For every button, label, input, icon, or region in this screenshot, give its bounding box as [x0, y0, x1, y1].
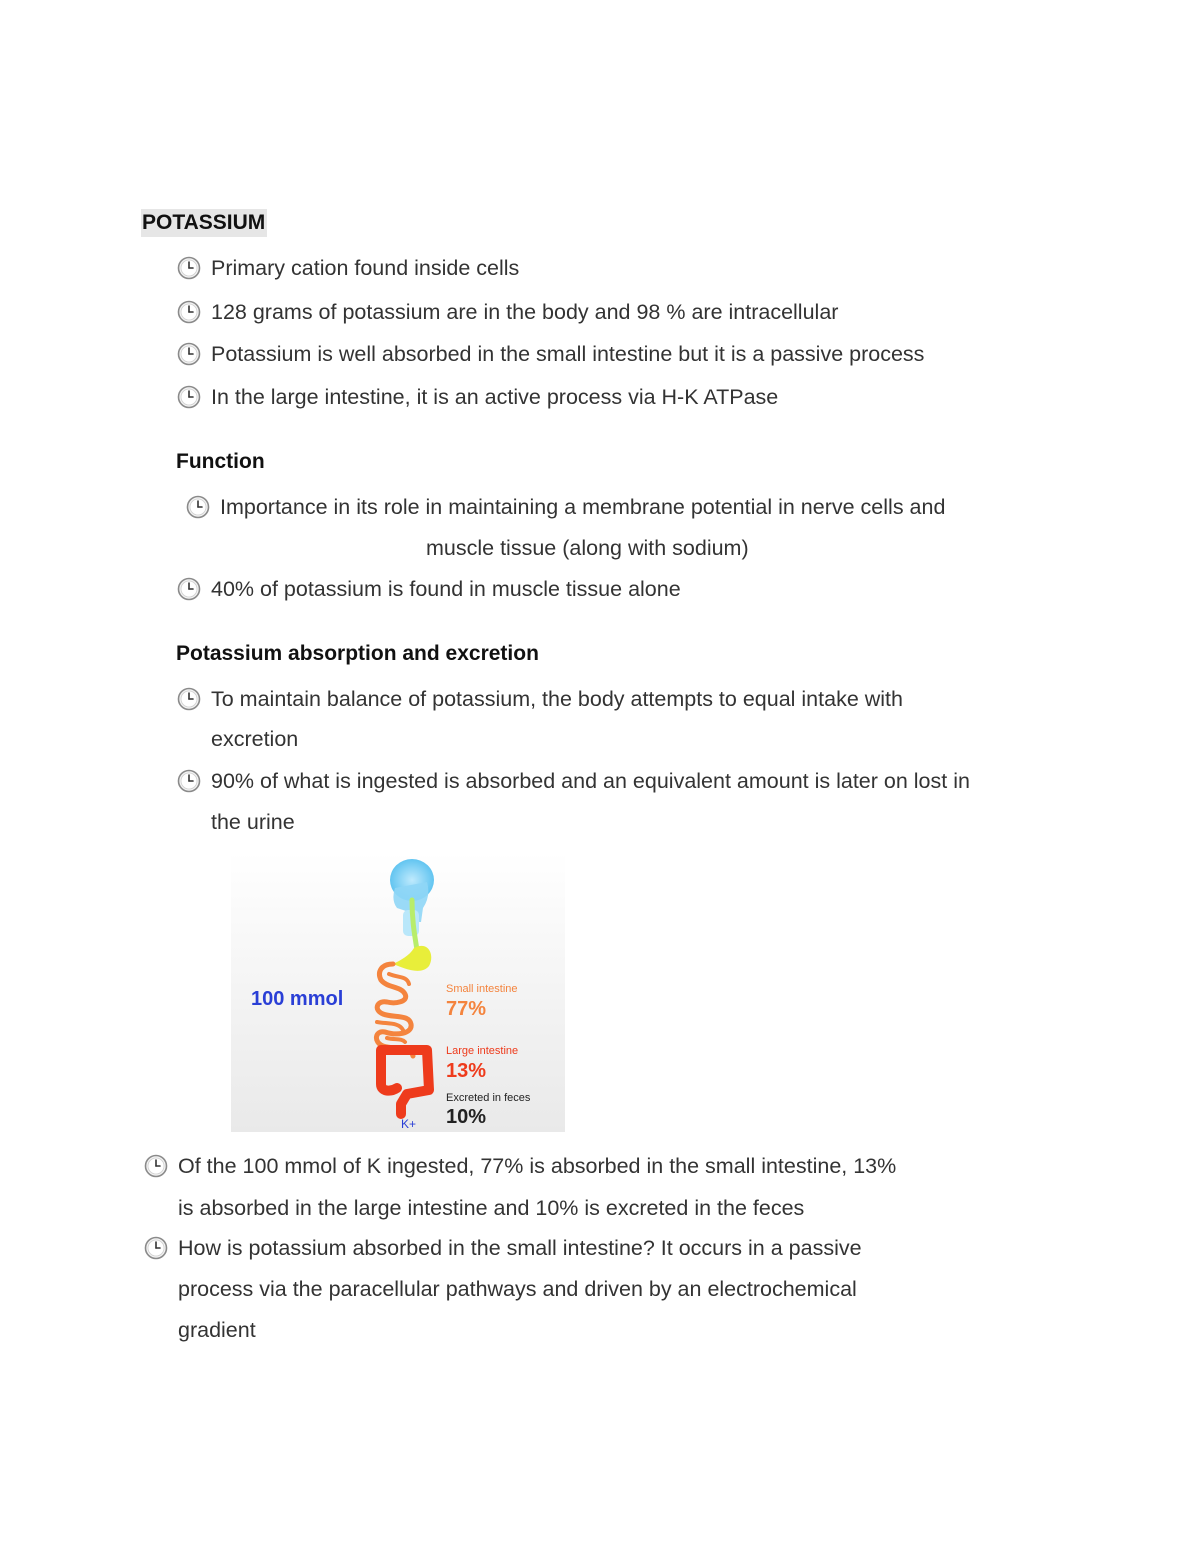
clock-icon	[177, 385, 201, 409]
feces-value: 10%	[446, 1106, 487, 1128]
section-heading-function: Function	[176, 450, 265, 473]
bullet-text: Primary cation found inside cells	[211, 256, 520, 280]
bullet-text: In the large intestine, it is an active process via H-K ATPase	[211, 385, 779, 409]
bullet-text-continued: excretion	[211, 727, 299, 751]
small-intestine-value: 77%	[446, 998, 487, 1020]
page-title: POTASSIUM	[141, 209, 267, 237]
feces-label: Excreted in feces	[446, 1092, 531, 1104]
bullet-text: Importance in its role in maintaining a membrane potential in nerve cells and	[220, 495, 946, 519]
clock-icon	[177, 256, 201, 280]
bullet-text: 128 grams of potassium are in the body and 98 % are intracellular	[211, 300, 839, 324]
large-intestine-label: Large intestine	[446, 1045, 519, 1057]
bullet-text: To maintain balance of potassium, the body attempts to equal intake with	[211, 687, 903, 711]
clock-icon	[177, 300, 201, 324]
bullet-text: Potassium is well absorbed in the small intestine but it is a passive process	[211, 342, 925, 366]
clock-icon	[177, 687, 201, 711]
small-intestine-label: Small intestine	[446, 983, 518, 995]
bullet-text-continued: muscle tissue (along with sodium)	[426, 536, 749, 560]
clock-icon	[144, 1154, 168, 1178]
bullet-text: Of the 100 mmol of K ingested, 77% is absorbed in the small intestine, 13%	[178, 1154, 897, 1178]
clock-icon	[186, 495, 210, 519]
clock-icon	[177, 769, 201, 793]
bullet-text: 40% of potassium is found in muscle tissue alone	[211, 577, 681, 601]
bullet-text-continued: is absorbed in the large intestine and 10% is excreted in the feces	[178, 1196, 805, 1220]
large-intestine-value: 13%	[446, 1060, 487, 1082]
section-heading-absorption: Potassium absorption and excretion	[176, 642, 539, 665]
digestive-tract-illustration	[231, 852, 565, 1132]
bullet-text-continued: gradient	[178, 1318, 256, 1342]
bullet-text: 90% of what is ingested is absorbed and an equivalent amount is later on lost in	[211, 769, 970, 793]
bullet-text-continued: the urine	[211, 810, 295, 834]
intake-label: 100 mmol	[251, 988, 344, 1010]
bullet-text-continued: process via the paracellular pathways and driven by an electrochemical	[178, 1277, 857, 1301]
clock-icon	[144, 1236, 168, 1260]
potassium-absorption-figure	[231, 852, 565, 1132]
clock-icon	[177, 577, 201, 601]
potassium-ion-label: K+	[401, 1117, 417, 1131]
clock-icon	[177, 342, 201, 366]
bullet-text: How is potassium absorbed in the small intestine? It occurs in a passive	[178, 1236, 862, 1260]
